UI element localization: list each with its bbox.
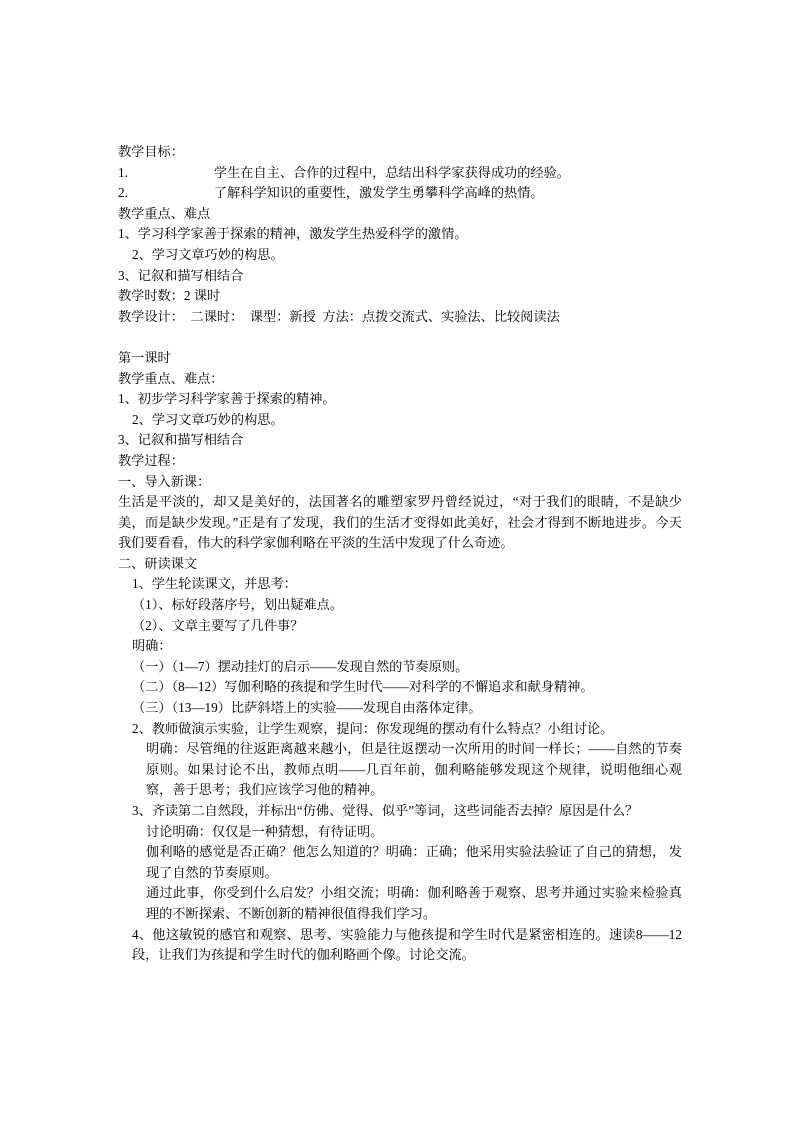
section-spacer-1 — [118, 327, 682, 348]
focus-item-1: 1、学习科学家善于探索的精神，激发学生热爱科学的激情。 — [118, 226, 468, 242]
focus2-item-3: 3、记叙和描写相结合 — [118, 432, 244, 448]
focus2-item-2: 2、学习文章巧妙的构思。 — [132, 411, 284, 427]
teaching-goals-heading: 教学目标： — [118, 144, 184, 159]
step-two-item-3: 3、齐读第二自然段，并标出“仿佛、觉得、似乎”等词，这些词能否去掉？原因是什么？ — [132, 803, 639, 818]
step-two-item-3-b: 伽利略的感觉是否正确？他怎么知道的？明确：正确；他采用实验法验证了自己的猜想， 发现了自然的节奏原则。 — [146, 844, 682, 880]
document-body — [118, 142, 682, 966]
focus-item-2: 2、学习文章巧妙的构思。 — [132, 246, 284, 262]
step-two-item-4: 4、他这敏锐的感官和观察、思考、实验能力与他孩提和学生时代是紧密相连的。速读8——12 段，让我们为孩提和学生时代的伽利略画个像。讨论交流。 — [132, 926, 682, 963]
step-two-item-1: 1、学生轮读课文，并思考： — [132, 576, 297, 592]
clarify-part-three: （三）（13—19）比萨斜塔上的实验——发现自由落体定律。 — [132, 700, 482, 716]
goal-1-number: 1. — [118, 164, 128, 180]
lesson-one-heading: 第一课时 — [118, 349, 171, 365]
goal-2-text: 了解科学知识的重要性，激发学生勇攀科学高峰的热情。 — [213, 185, 544, 201]
step-two-item-1-sub-2: （2）、文章主要写了几件事？ — [132, 617, 304, 633]
step-two-item-3-a: 讨论明确：仅仅是一种猜想，有待证明。 — [146, 823, 384, 839]
clarify-label-1: 明确： — [132, 638, 172, 654]
process-heading: 教学过程： — [118, 452, 184, 468]
teaching-goal-1 — [118, 163, 682, 184]
step-two-item-2: 2、教师做演示实验，让学生观察，提问：你发现绳的摆动有什么特点？小组讨论。 — [132, 720, 614, 736]
clarify-part-two: （二）（8—12）写伽利略的孩提和学生时代——对科学的不懈追求和献身精神。 — [132, 679, 594, 695]
step-two-heading: 二、研读课文 — [118, 555, 198, 571]
clarify-part-one: （一）（1—7）摆动挂灯的启示——发现自然的节奏原则。 — [132, 658, 469, 674]
goal-1-text: 学生在自主、合作的过程中，总结出科学家获得成功的经验。 — [213, 164, 570, 180]
step-two-item-1-sub-1: （1）、标好段落序号，划出疑难点。 — [132, 597, 343, 613]
teaching-goal-2 — [118, 183, 682, 204]
goal-2-number: 2. — [118, 185, 128, 201]
step-one-paragraph: 生活是平淡的，却又是美好的，法国著名的雕塑家罗丹曾经说过，“对于我们的眼睛，不是缺少美，而是缺少发现。”正是有了发现，我们的生活才变得如此美好，社会才得到不断地进步。今天我们要看看，伟大的科学家伽利略在平淡的生活中发现了什么奇迹。 — [118, 494, 682, 551]
focus-item-3: 3、记叙和描写相结合 — [118, 267, 244, 283]
step-two-item-2-clarify: 明确：尽管绳的往返距离越来越小，但是往返摆动一次所用的时间一样长；——自然的节奏原则。如果讨论不出，教师点明——几百年前，伽利略能够发现这个规律，说明他细心观察，善于思考；我们应该学习他的精神。 — [146, 741, 682, 798]
step-one-heading: 一、导入新课： — [118, 473, 211, 489]
step-two-item-3-c: 通过此事，你受到什么启发？小组交流；明确：伽利略善于观察、思考并通过实验来检验真理的不断探索、不断创新的精神很值得我们学习。 — [146, 885, 682, 921]
focus2-item-1: 1、初步学习科学家善于探索的精神。 — [118, 391, 336, 407]
focus-heading: 教学重点、难点 — [118, 205, 211, 221]
focus-heading-2: 教学重点、难点： — [118, 370, 224, 386]
teaching-design: 教学设计： 二课时： 课型：新授 方法：点拨交流式、实验法、比较阅读法 — [118, 308, 560, 324]
teaching-hours: 教学时数：2 课时 — [118, 288, 221, 304]
